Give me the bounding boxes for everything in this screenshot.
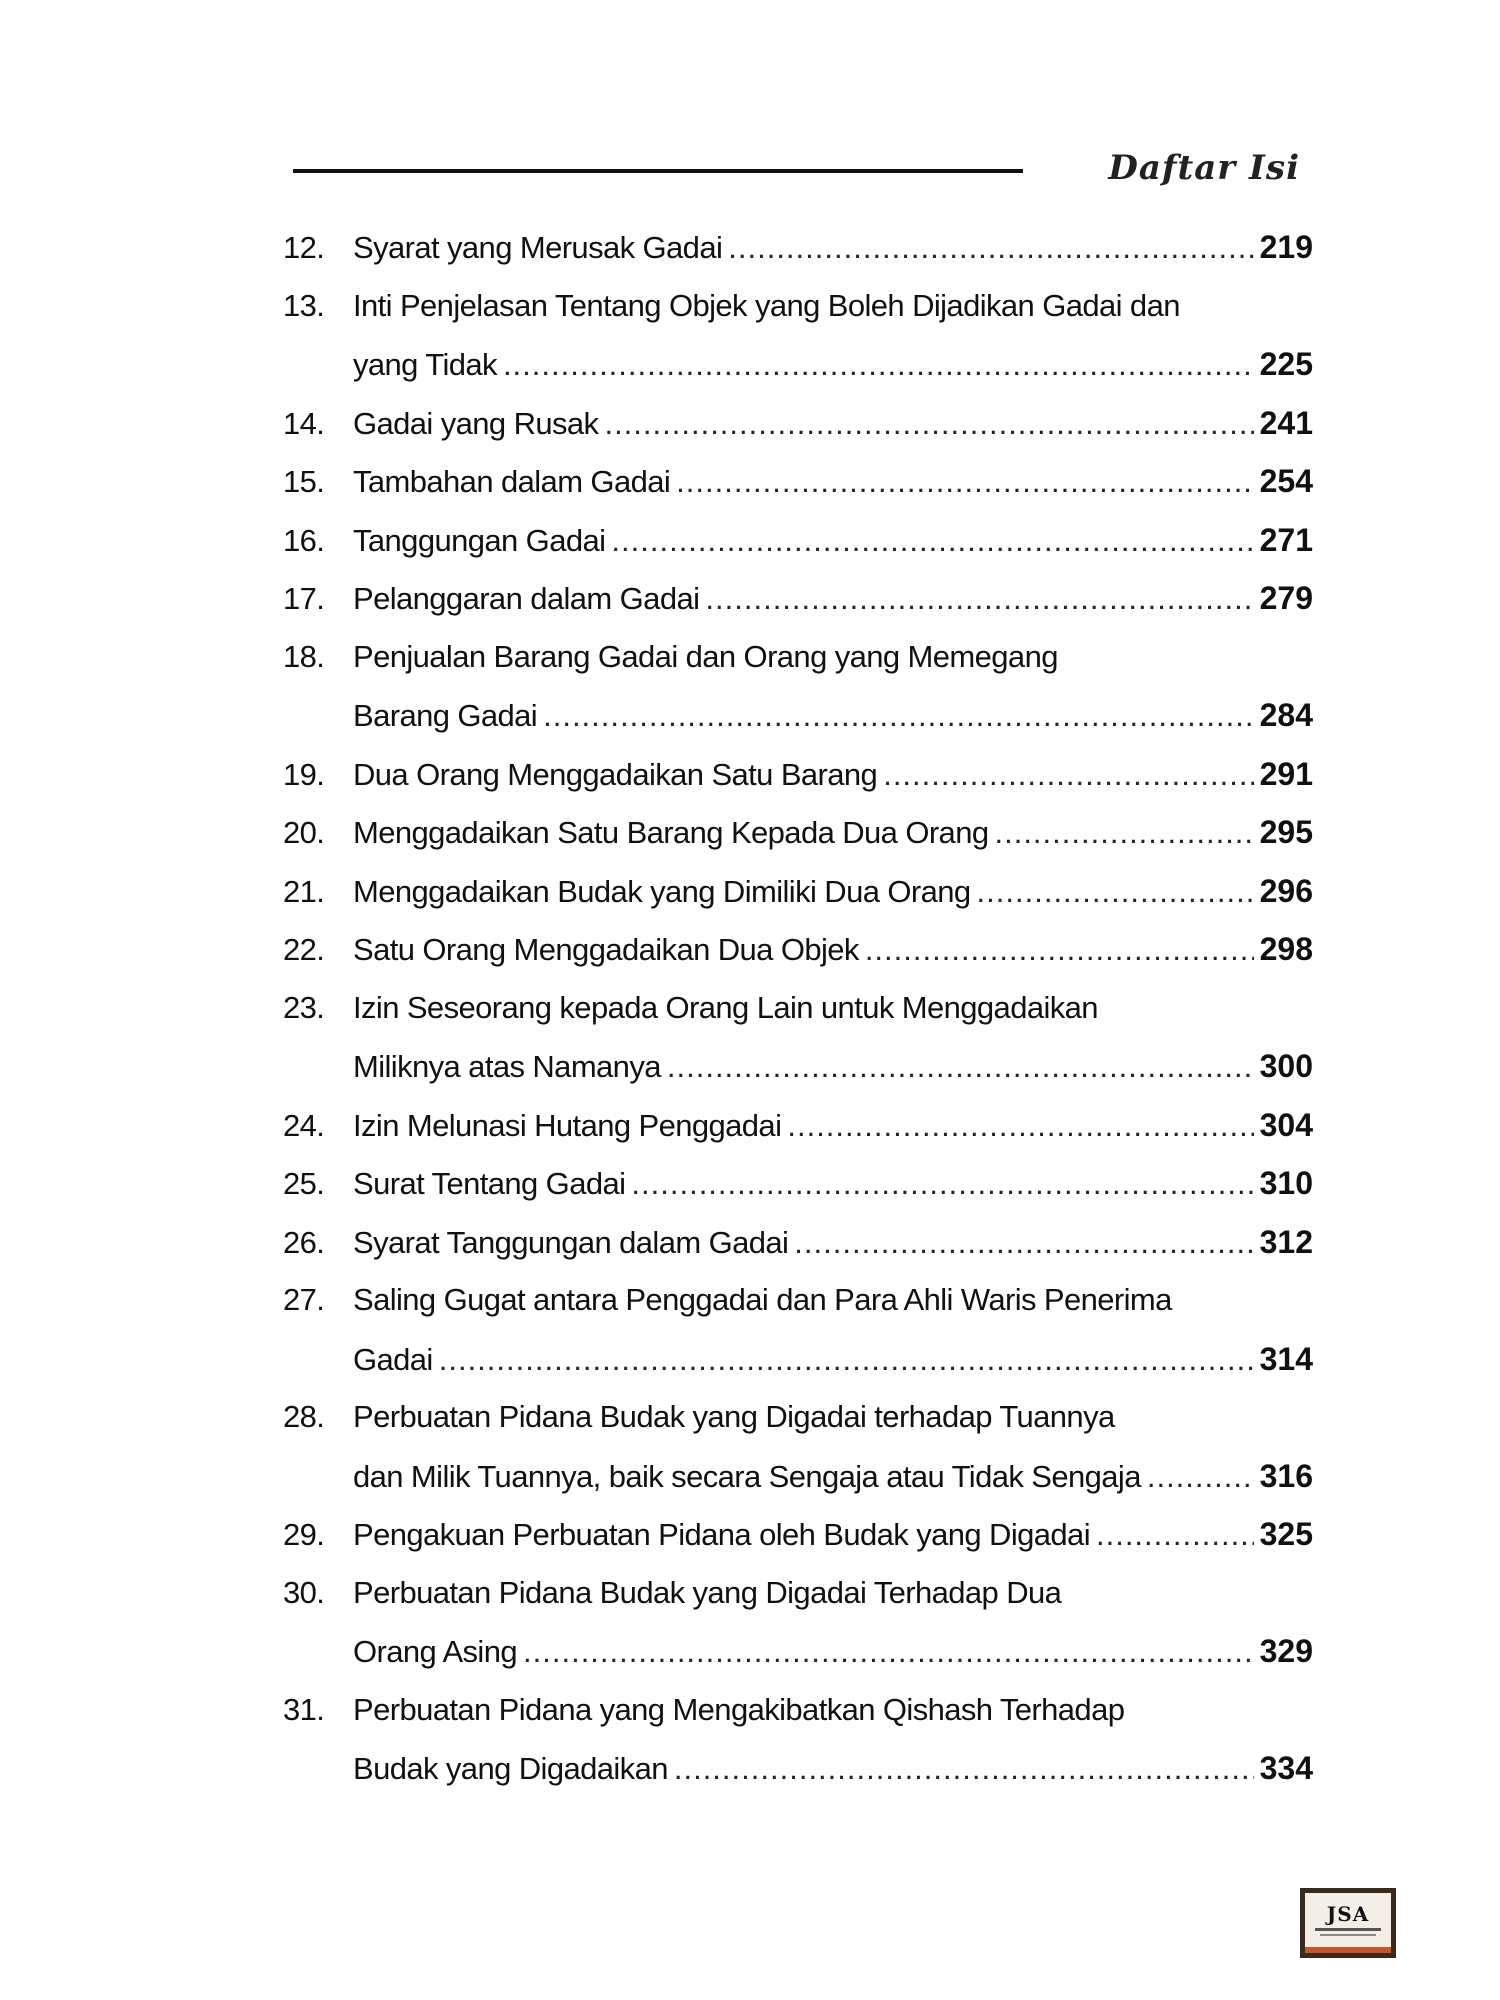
toc-page-number: 295 <box>1259 814 1313 850</box>
toc-page-number: 316 <box>1259 1457 1313 1494</box>
dot-leader <box>794 1214 1253 1273</box>
dot-leader <box>523 1623 1254 1682</box>
toc-number: 17. <box>283 581 325 616</box>
toc-number: 18. <box>283 638 325 674</box>
toc-title: Pengakuan Perbuatan Pidana oleh Budak yang Digadai <box>353 1517 1090 1552</box>
toc-title: Surat Tentang Gadai <box>353 1166 626 1201</box>
toc-title: Gadai yang Rusak <box>353 405 599 441</box>
toc-entry <box>283 1505 1313 1564</box>
toc-page-number: 279 <box>1259 580 1313 616</box>
toc-number: 14. <box>283 405 325 441</box>
toc-page-number: 219 <box>1259 229 1313 265</box>
toc-page-number: 314 <box>1259 1340 1313 1377</box>
dot-leader <box>667 1038 1254 1097</box>
table-of-contents <box>283 218 1313 1798</box>
toc-line <box>283 1505 1313 1564</box>
toc-line <box>283 452 1313 511</box>
toc-number: 15. <box>283 464 325 499</box>
toc-title: Syarat Tanggungan dalam Gadai <box>353 1224 789 1260</box>
toc-line <box>283 1564 1313 1623</box>
toc-page-number: 298 <box>1259 931 1313 967</box>
toc-page-number: 254 <box>1259 463 1313 499</box>
toc-line <box>283 920 1313 979</box>
toc-number: 26. <box>283 1224 325 1260</box>
toc-number: 31. <box>283 1691 325 1727</box>
toc-number: 21. <box>283 873 325 909</box>
toc-entry <box>283 1681 1313 1798</box>
toc-number: 13. <box>283 287 325 323</box>
dot-leader <box>865 921 1254 980</box>
toc-number: 27. <box>283 1282 325 1317</box>
dot-leader <box>604 395 1253 454</box>
toc-title: Barang Gadai <box>353 698 538 733</box>
toc-title: Izin Seseorang kepada Orang Lain untuk Menggadaikan <box>353 989 1098 1025</box>
toc-line <box>283 862 1313 921</box>
dot-leader <box>883 746 1253 805</box>
toc-number: 25. <box>283 1166 325 1201</box>
toc-title: dan Milik Tuannya, baik secara Sengaja atau Tidak Sengaja <box>353 1458 1141 1494</box>
toc-line <box>283 979 1313 1038</box>
toc-entry <box>283 218 1313 277</box>
toc-page-number: 271 <box>1259 521 1313 558</box>
toc-title: Tambahan dalam Gadai <box>353 464 671 499</box>
dot-leader <box>439 1331 1254 1390</box>
dot-leader <box>705 570 1253 629</box>
toc-title: Saling Gugat antara Penggadai dan Para Ahli Waris Penerima <box>353 1282 1172 1317</box>
dot-leader <box>611 512 1253 571</box>
dot-leader <box>503 336 1254 395</box>
toc-page-number: 291 <box>1259 755 1313 792</box>
toc-entry <box>283 979 1313 1096</box>
toc-page-number: 300 <box>1259 1048 1313 1084</box>
logo-subline <box>1320 1934 1376 1936</box>
toc-page-number: 334 <box>1259 1750 1313 1786</box>
toc-page-number: 329 <box>1259 1633 1313 1669</box>
toc-title: Budak yang Digadaikan <box>353 1751 668 1786</box>
toc-entry <box>283 628 1313 745</box>
toc-number: 24. <box>283 1107 325 1143</box>
toc-line <box>283 686 1313 745</box>
toc-page-number: 296 <box>1259 872 1313 909</box>
toc-title: Menggadaikan Satu Barang Kepada Dua Orang <box>353 815 989 850</box>
toc-number: 12. <box>283 230 325 265</box>
toc-page-number: 325 <box>1259 1516 1313 1552</box>
toc-line <box>283 745 1313 804</box>
toc-line <box>283 569 1313 628</box>
toc-page-number: 312 <box>1259 1223 1313 1260</box>
toc-number: 30. <box>283 1574 325 1610</box>
toc-number: 19. <box>283 756 325 792</box>
dot-leader <box>1147 1448 1254 1507</box>
logo-subline <box>1315 1928 1381 1931</box>
toc-number: 23. <box>283 989 325 1025</box>
dot-leader <box>1096 1506 1254 1565</box>
toc-line <box>283 1330 1313 1389</box>
toc-entry <box>283 1271 1313 1388</box>
dot-leader <box>994 804 1253 863</box>
toc-line <box>283 218 1313 277</box>
toc-entry <box>283 1154 1313 1213</box>
publisher-logo <box>1300 1888 1396 1958</box>
toc-number: 20. <box>283 815 325 850</box>
toc-title: Syarat yang Merusak Gadai <box>353 230 723 265</box>
dot-leader <box>676 453 1253 512</box>
toc-title: yang Tidak <box>353 347 497 382</box>
toc-line <box>283 1154 1313 1213</box>
dot-leader <box>543 687 1254 746</box>
toc-entry <box>283 1213 1313 1272</box>
toc-page-number: 241 <box>1259 404 1313 441</box>
running-head: Daftar Isi <box>1108 148 1300 188</box>
toc-title: Izin Melunasi Hutang Penggadai <box>353 1107 782 1143</box>
toc-line <box>283 1388 1313 1447</box>
toc-entry <box>283 745 1313 804</box>
toc-line <box>283 1096 1313 1155</box>
toc-line <box>283 1622 1313 1681</box>
toc-line <box>283 803 1313 862</box>
toc-page-number: 284 <box>1259 697 1313 733</box>
toc-title: Pelanggaran dalam Gadai <box>353 581 700 616</box>
toc-title: Miliknya atas Namanya <box>353 1049 661 1084</box>
logo-text: JSA <box>1326 1902 1370 1926</box>
toc-line <box>283 277 1313 336</box>
toc-entry <box>283 394 1313 453</box>
toc-page-number: 225 <box>1259 346 1313 382</box>
dot-leader <box>787 1097 1253 1156</box>
toc-line <box>283 394 1313 453</box>
toc-entry <box>283 511 1313 570</box>
toc-entry <box>283 277 1313 394</box>
toc-line <box>283 1447 1313 1506</box>
toc-title: Dua Orang Menggadaikan Satu Barang <box>353 756 878 792</box>
toc-line <box>283 1739 1313 1798</box>
toc-number: 29. <box>283 1517 325 1552</box>
toc-line <box>283 511 1313 570</box>
toc-entry <box>283 452 1313 511</box>
toc-title: Orang Asing <box>353 1634 518 1669</box>
toc-title: Gadai <box>353 1341 433 1377</box>
toc-page-number: 304 <box>1259 1106 1313 1143</box>
dot-leader <box>977 863 1254 922</box>
toc-number: 28. <box>283 1399 325 1434</box>
header-rule <box>293 169 1023 173</box>
toc-title: Inti Penjelasan Tentang Objek yang Boleh Dijadikan Gadai dan <box>353 287 1180 323</box>
toc-line <box>283 1213 1313 1272</box>
toc-title: Tanggungan Gadai <box>353 522 606 558</box>
toc-entry <box>283 803 1313 862</box>
toc-entry <box>283 1564 1313 1681</box>
toc-title: Perbuatan Pidana Budak yang Digadai Terhadap Dua <box>353 1574 1062 1610</box>
dot-leader <box>674 1740 1254 1799</box>
toc-line <box>283 1681 1313 1740</box>
toc-number: 22. <box>283 932 325 967</box>
toc-entry <box>283 569 1313 628</box>
toc-entry <box>283 1096 1313 1155</box>
toc-entry <box>283 862 1313 921</box>
toc-title: Menggadaikan Budak yang Dimiliki Dua Orang <box>353 873 971 909</box>
logo-plate <box>1305 1893 1391 1953</box>
toc-line <box>283 1037 1313 1096</box>
toc-entry <box>283 920 1313 979</box>
dot-leader <box>631 1155 1253 1214</box>
dot-leader <box>728 219 1253 278</box>
toc-title: Satu Orang Menggadaikan Dua Objek <box>353 932 859 967</box>
toc-title: Perbuatan Pidana Budak yang Digadai terhadap Tuannya <box>353 1399 1115 1434</box>
toc-line <box>283 1271 1313 1330</box>
toc-title: Penjualan Barang Gadai dan Orang yang Memegang <box>353 638 1058 674</box>
toc-line <box>283 335 1313 394</box>
toc-line <box>283 628 1313 687</box>
toc-page-number: 310 <box>1259 1165 1313 1201</box>
toc-entry <box>283 1388 1313 1505</box>
toc-title: Perbuatan Pidana yang Mengakibatkan Qishash Terhadap <box>353 1691 1125 1727</box>
toc-number: 16. <box>283 522 325 558</box>
